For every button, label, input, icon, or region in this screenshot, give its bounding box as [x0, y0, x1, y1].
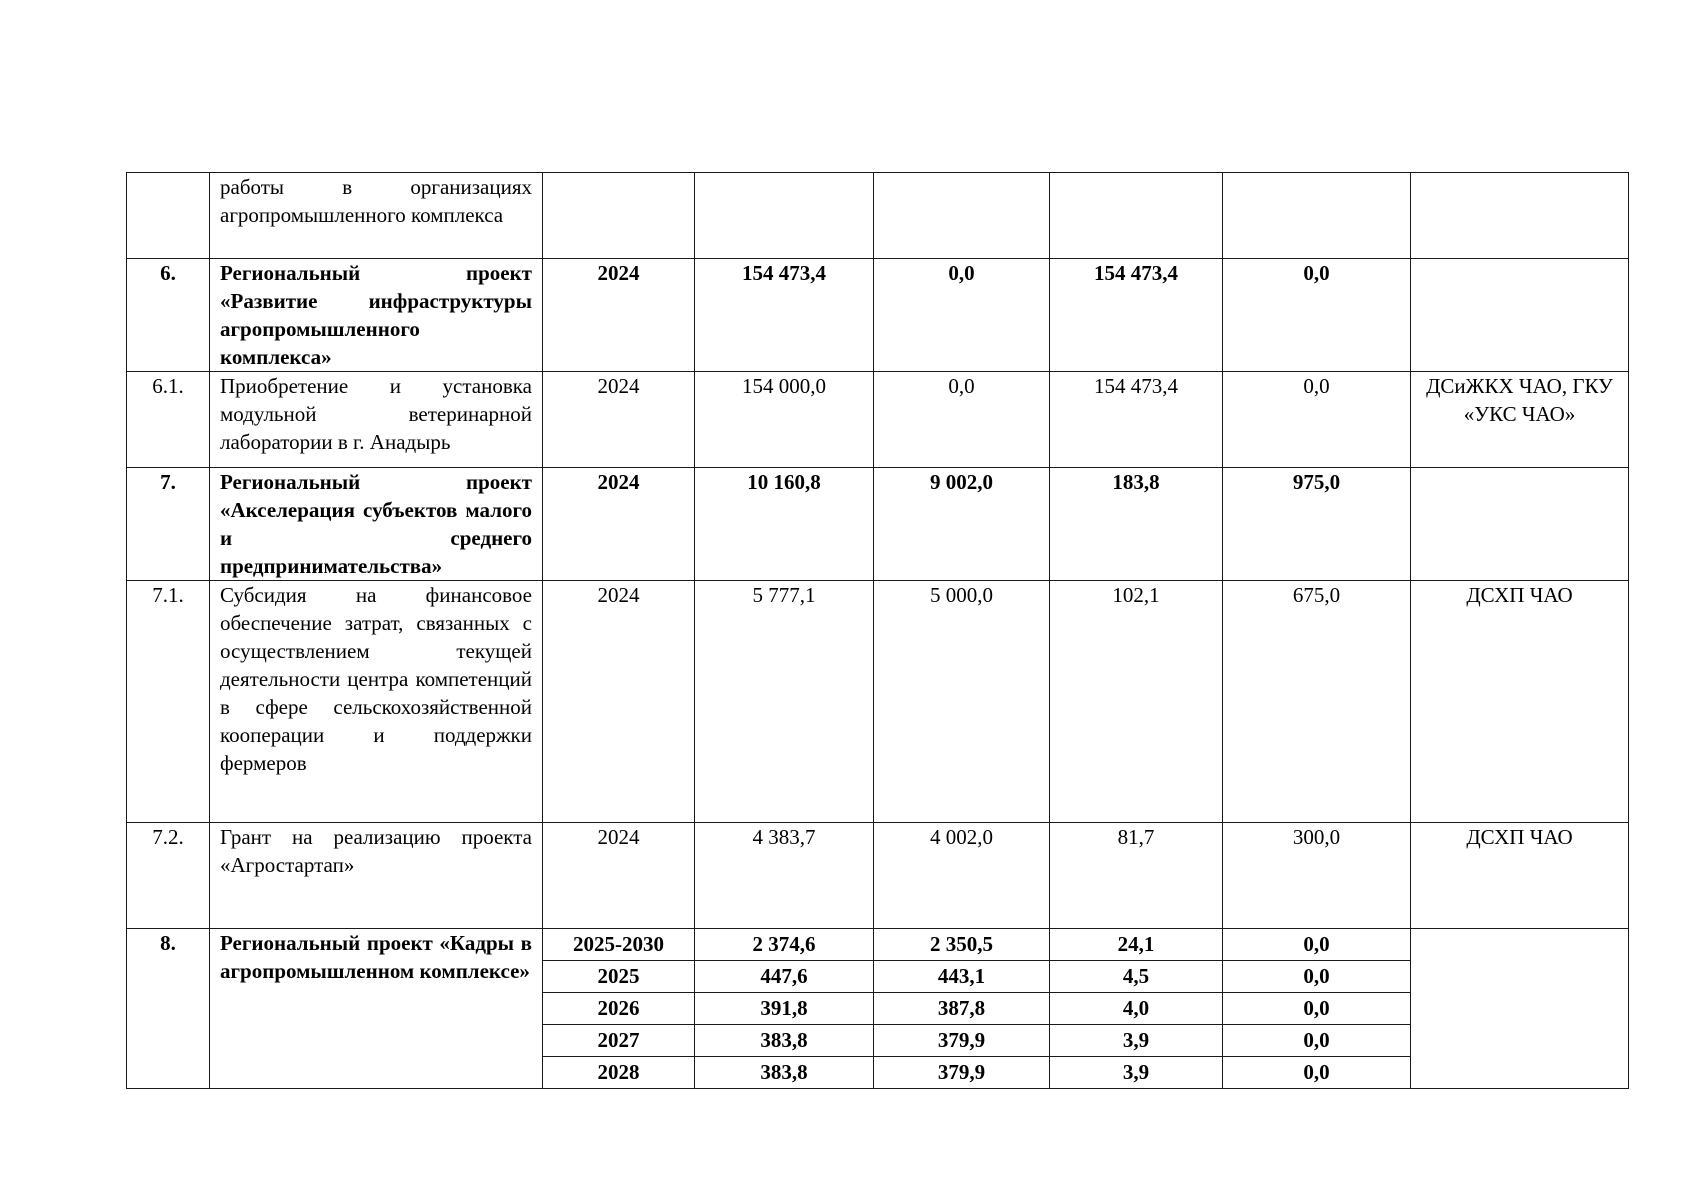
row-total: 383,8: [695, 1057, 874, 1089]
row-number: 8.: [127, 929, 210, 1089]
row-total: 154 473,4: [695, 259, 874, 372]
row-other: 300,0: [1223, 823, 1411, 929]
table-row: [127, 372, 1629, 468]
row-year: 2025-2030: [543, 929, 695, 961]
row-federal: 379,9: [874, 1025, 1050, 1057]
row-federal: 379,9: [874, 1057, 1050, 1089]
row-name: Приобретение и установка модульной ветеринарной лаборатории в г. Анадырь: [210, 372, 543, 468]
row-regional: 4,5: [1050, 961, 1223, 993]
row-regional: 183,8: [1050, 468, 1223, 581]
row-year: 2024: [543, 823, 695, 929]
row-executor: [1411, 468, 1629, 581]
row-total: 4 383,7: [695, 823, 874, 929]
row-regional: 24,1: [1050, 929, 1223, 961]
row-number: 6.: [127, 259, 210, 372]
row-number: [127, 173, 210, 259]
row-federal: 9 002,0: [874, 468, 1050, 581]
row-name: Субсидия на финансовое обеспечение затрат, связанных с осуществлением текущей деятельности центра компетенций в сфере сельскохозяйственной кооперации и поддержки фермеров: [210, 581, 543, 823]
row-total: 2 374,6: [695, 929, 874, 961]
row-executor: [1411, 929, 1629, 1089]
row-total: 5 777,1: [695, 581, 874, 823]
row-other: 0,0: [1223, 1025, 1411, 1057]
row-federal: 5 000,0: [874, 581, 1050, 823]
row-year: 2024: [543, 259, 695, 372]
row-other: [1223, 173, 1411, 259]
row-total: 383,8: [695, 1025, 874, 1057]
row-executor: [1411, 259, 1629, 372]
table-row: [127, 468, 1629, 581]
table-row: [127, 823, 1629, 929]
row-other: 0,0: [1223, 993, 1411, 1025]
row-executor: ДСХП ЧАО: [1411, 581, 1629, 823]
row-executor: [1411, 173, 1629, 259]
row-other: 0,0: [1223, 961, 1411, 993]
budget-table: [126, 172, 1629, 1089]
row-name: Грант на реализацию проекта «Агростартап»: [210, 823, 543, 929]
row-name: Региональный проект «Акселерация субъектов малого и среднего предпринимательства»: [210, 468, 543, 581]
row-other: 0,0: [1223, 372, 1411, 468]
row-year: 2028: [543, 1057, 695, 1089]
row-total: 10 160,8: [695, 468, 874, 581]
row-regional: 3,9: [1050, 1025, 1223, 1057]
row-total: 447,6: [695, 961, 874, 993]
row-regional: 102,1: [1050, 581, 1223, 823]
row-federal: 4 002,0: [874, 823, 1050, 929]
row-total: 391,8: [695, 993, 874, 1025]
row-regional: 4,0: [1050, 993, 1223, 1025]
row-name: Региональный проект «Кадры в агропромышленном комплексе»: [210, 929, 543, 1089]
row-federal: [874, 173, 1050, 259]
row-year: 2024: [543, 468, 695, 581]
row-number: 7.2.: [127, 823, 210, 929]
row-name: работы в организациях агропромышленного комплекса: [210, 173, 543, 259]
row-total: [695, 173, 874, 259]
row-regional: 81,7: [1050, 823, 1223, 929]
row-number: 7.1.: [127, 581, 210, 823]
table-row: [127, 581, 1629, 823]
row-total: 154 000,0: [695, 372, 874, 468]
row-other: 0,0: [1223, 1057, 1411, 1089]
row-other: 975,0: [1223, 468, 1411, 581]
row-federal: 387,8: [874, 993, 1050, 1025]
row-regional: 154 473,4: [1050, 259, 1223, 372]
row-other: 675,0: [1223, 581, 1411, 823]
row-executor: ДСиЖКХ ЧАО, ГКУ «УКС ЧАО»: [1411, 372, 1629, 468]
row-federal: 2 350,5: [874, 929, 1050, 961]
row-federal: 0,0: [874, 259, 1050, 372]
table-row: [127, 929, 1629, 961]
row-federal: 443,1: [874, 961, 1050, 993]
row-name: Региональный проект «Развитие инфраструктуры агропромышленного комплекса»: [210, 259, 543, 372]
row-year: 2026: [543, 993, 695, 1025]
row-year: [543, 173, 695, 259]
row-regional: 3,9: [1050, 1057, 1223, 1089]
row-year: 2027: [543, 1025, 695, 1057]
row-year: 2025: [543, 961, 695, 993]
row-federal: 0,0: [874, 372, 1050, 468]
row-other: 0,0: [1223, 259, 1411, 372]
table-row: [127, 173, 1629, 259]
row-regional: [1050, 173, 1223, 259]
row-year: 2024: [543, 372, 695, 468]
row-number: 6.1.: [127, 372, 210, 468]
row-number: 7.: [127, 468, 210, 581]
row-regional: 154 473,4: [1050, 372, 1223, 468]
table-row: [127, 259, 1629, 372]
row-other: 0,0: [1223, 929, 1411, 961]
row-year: 2024: [543, 581, 695, 823]
row-executor: ДСХП ЧАО: [1411, 823, 1629, 929]
